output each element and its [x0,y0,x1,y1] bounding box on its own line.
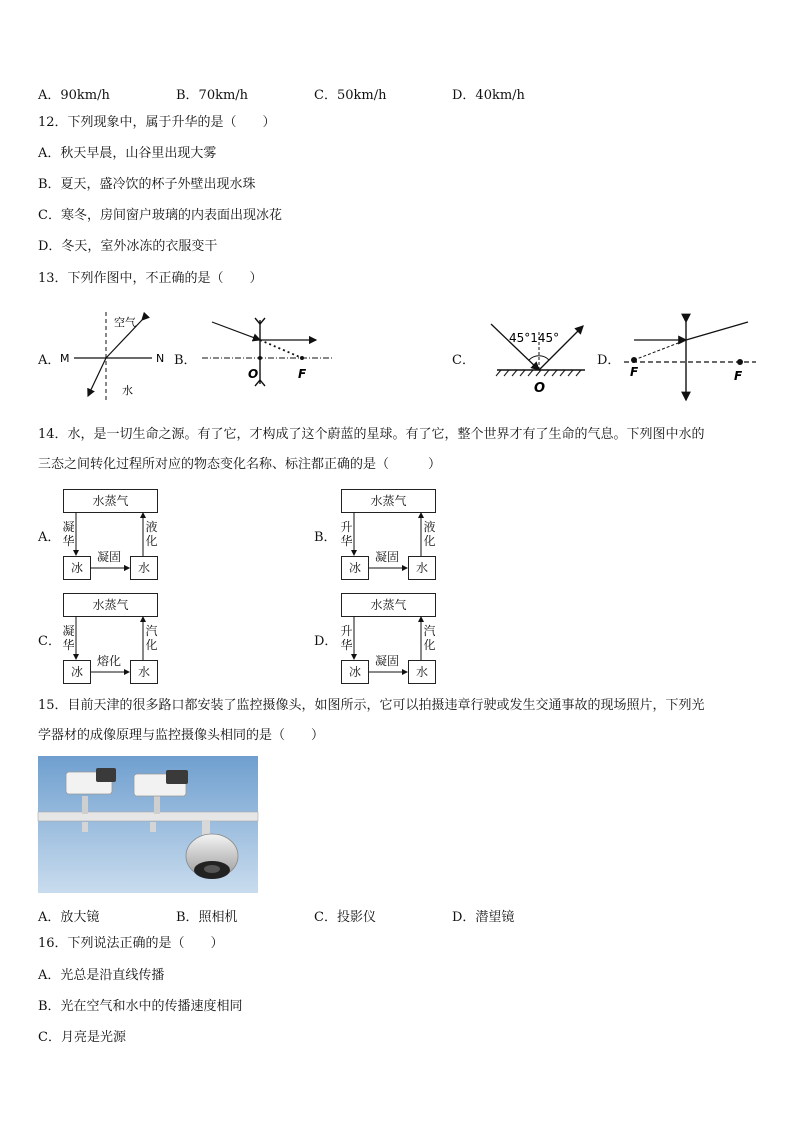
bottom-process-label: 熔化 [97,654,122,668]
q16-option-a: A．光总是沿直线传播 [38,968,165,983]
q12-option-c: C．寒冬，房间窗户玻璃的内表面出现冰花 [38,208,282,223]
q14-stem-line2: 三态之间转化过程所对应的物态变化名称、标注都正确的是（ ） [38,457,442,472]
q12-option-d: D．冬天，室外冰冻的衣服变干 [38,239,218,254]
ice-box: 冰 [341,660,369,684]
q13-diagram-c [485,318,595,398]
o-label: O [248,367,259,381]
right-process-label: 汽化 [145,624,158,652]
q15-stem-line1: 15．目前天津的很多路口都安装了监控摄像头，如图所示，它可以拍摄违章行驶或发生交通事故的现场照片，下列光 [38,698,705,713]
q11-option-c: C．50km/h [314,88,387,103]
q16-option-c: C．月亮是光源 [38,1030,126,1045]
q14-label-b: B． [314,530,337,545]
q13-stem: 13．下列作图中，不正确的是（ ） [38,271,263,286]
right-process-label: 液化 [145,520,158,548]
bottom-process-label: 凝固 [97,550,122,564]
ice-box: 冰 [63,660,91,684]
q11-option-a: A．90km/h [38,88,110,103]
right-process-label: 汽化 [423,624,436,652]
water-box: 水 [130,660,158,684]
q13-label-b: B． [174,353,197,368]
q14-label-a: A． [38,530,61,545]
angle-label: 45°145° [509,331,560,345]
water-box: 水 [130,556,158,580]
ice-box: 冰 [341,556,369,580]
steam-box: 水蒸气 [341,489,436,513]
q12-stem: 12．下列现象中，属于升华的是（ ） [38,115,276,130]
q13-label-d: D． [597,353,621,368]
steam-box: 水蒸气 [63,593,158,617]
q13-diagram-a [60,312,170,402]
q15-option-c: C．投影仪 [314,910,376,925]
surveillance-camera-photo [38,756,258,893]
water-box: 水 [408,660,436,684]
q14-stem-line1: 14．水，是一切生命之源。有了它，才构成了这个蔚蓝的星球。有了它，整个世界才有了生命的气息。下列图中水的 [38,427,705,442]
q11-option-d: D．40km/h [452,88,525,103]
q15-option-a: A．放大镜 [38,910,100,925]
steam-box: 水蒸气 [341,593,436,617]
q12-option-a: A．秋天早晨，山谷里出现大雾 [38,146,217,161]
q12-option-b: B．夏天，盛冷饮的杯子外壁出现水珠 [38,177,256,192]
q11-option-b: B．70km/h [176,88,249,103]
right-process-label: 液化 [423,520,436,548]
q13-label-a: A． [38,353,61,368]
water-label: 水 [122,384,133,397]
left-process-label: 凝华 [62,624,75,652]
q15-stem-line2: 学器材的成像原理与监控摄像头相同的是（ ） [38,728,325,743]
q16-option-b: B．光在空气和水中的传播速度相同 [38,999,243,1014]
q15-option-d: D．潜望镜 [452,910,515,925]
q13-diagram-d [620,318,760,404]
m-label: M [60,352,70,365]
f-label: F [298,367,307,381]
q13-diagram-b [198,316,338,386]
ice-box: 冰 [63,556,91,580]
q13-label-c: C． [452,353,475,368]
left-process-label: 升华 [340,520,353,548]
bottom-process-label: 凝固 [375,550,400,564]
f-label-left: F [630,365,639,379]
air-label: 空气 [114,316,136,329]
q16-stem: 16．下列说法正确的是（ ） [38,936,224,951]
q15-option-b: B．照相机 [176,910,238,925]
n-label: N [156,352,165,365]
water-box: 水 [408,556,436,580]
q14-label-c: C． [38,634,61,649]
f-label-right: F [734,369,743,383]
left-process-label: 凝华 [62,520,75,548]
q14-label-d: D． [314,634,338,649]
bottom-process-label: 凝固 [375,654,400,668]
left-process-label: 升华 [340,624,353,652]
o-label: O [534,381,546,396]
steam-box: 水蒸气 [63,489,158,513]
